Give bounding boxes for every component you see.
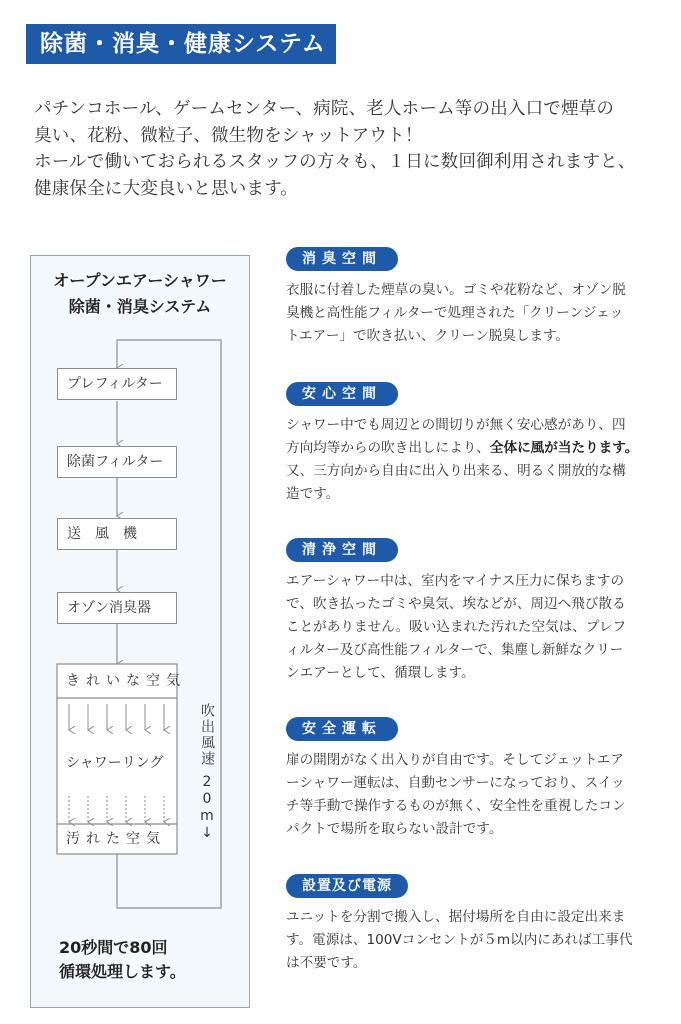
section-body	[286, 570, 671, 685]
diagram-title: オープンエアーシャワー	[53, 271, 227, 290]
step-blower: 送風機	[57, 518, 177, 550]
section-heading: 安全運転	[286, 717, 398, 741]
body-line: チ等手動で操作するものが無く、安全性を重視したコン	[286, 798, 626, 814]
body-line: 扉の開閉がなく出入りが自由です。そしてジェットエア	[286, 752, 624, 768]
section-installation-power	[286, 874, 671, 975]
section-safe-space	[286, 382, 671, 506]
section-body	[286, 279, 671, 348]
step-dirty-air: 汚れた空気	[66, 831, 166, 847]
body-line: す。電源は、100Vコンセントが５m以内にあれば工事代	[286, 932, 633, 948]
section-safe-operation	[286, 717, 671, 841]
intro-text	[34, 96, 674, 202]
body-line: 臭機と高性能フィルターで処理された「クリーンジェッ	[286, 305, 624, 321]
body-line: ことがありません。吸い込まれた汚れた空気は、プレフ	[286, 619, 627, 635]
cycle-summary	[59, 936, 186, 984]
intro-line: 健康保全に大変良いと思います。	[34, 178, 299, 199]
airflow-speed-value: 20m↓	[199, 774, 215, 842]
section-heading: 清浄空間	[286, 538, 398, 562]
intro-line: 臭い、花粉、微粒子、微生物をシャットアウト！	[34, 125, 423, 146]
section-heading: 消臭空間	[286, 247, 398, 271]
step-clean-air: きれいな空気	[66, 673, 186, 689]
body-line: 衣服に付着した煙草の臭い。ゴミや花粉など、オゾン脱	[286, 282, 626, 298]
step-pre-filter: プレフィルター	[57, 368, 177, 400]
step-ozone-deodorizer: オゾン消臭器	[57, 592, 177, 624]
step-sterilize-filter: 除菌フィルター	[57, 446, 177, 478]
cycle-summary-line: 20秒間で80回	[59, 938, 168, 957]
body-line: パクトで場所を取らない設計です。	[286, 821, 503, 837]
step-shower-ring: シャワーリング	[66, 755, 164, 771]
cycle-summary-line: 循環処理します。	[59, 962, 186, 981]
body-line: ーシャワー運転は、自動センサーになっており、スイッ	[286, 775, 625, 791]
intro-line: ホールで働いておられるスタッフの方々も、１日に数回御利用されますと、	[34, 152, 636, 172]
intro-line: パチンコホール、ゲームセンター、病院、老人ホーム等の出入口で煙草の	[34, 99, 615, 119]
section-heading: 安心空間	[286, 382, 398, 406]
page-title: 除菌・消臭・健康システム	[26, 24, 336, 64]
body-line: ンエアーとして、循環します。	[286, 665, 475, 681]
airflow-speed-label: 吹出風速	[199, 703, 215, 767]
body-line: エアーシャワー中は、室内をマイナス圧力に保ちますの	[286, 573, 625, 589]
section-deodorize	[286, 247, 671, 348]
system-diagram-panel	[30, 255, 250, 1008]
section-body	[286, 749, 671, 841]
section-clean-space	[286, 538, 671, 685]
diagram-subtitle: 除菌・消臭システム	[68, 297, 212, 316]
section-heading: 設置及び電源	[286, 874, 408, 898]
body-line: トエアー」で吹き払い、クリーン脱臭します。	[286, 328, 570, 344]
body-line: 造です。	[286, 486, 340, 502]
body-line	[286, 437, 671, 460]
body-emphasis: 全体に風が当たります。	[489, 440, 639, 456]
body-line: は不要です。	[286, 955, 367, 971]
body-line: ユニットを分割で搬入し、据付場所を自由に設定出来ま	[286, 909, 626, 925]
section-body	[286, 906, 671, 975]
section-body	[286, 414, 671, 506]
body-line-text: 方向均等からの吹き出しにより、	[286, 440, 490, 456]
body-line: シャワー中でも周辺との間切りが無く安心感があり、四	[286, 417, 626, 433]
body-line: 又、三方向から自由に出入り出来る、明るく開放的な構	[286, 463, 626, 479]
body-line: で、吹き払ったゴミや臭気、埃などが、周辺へ飛び散る	[286, 596, 626, 612]
body-line: ィルター及び高性能フィルターで、集塵し新鮮なクリー	[286, 642, 624, 658]
